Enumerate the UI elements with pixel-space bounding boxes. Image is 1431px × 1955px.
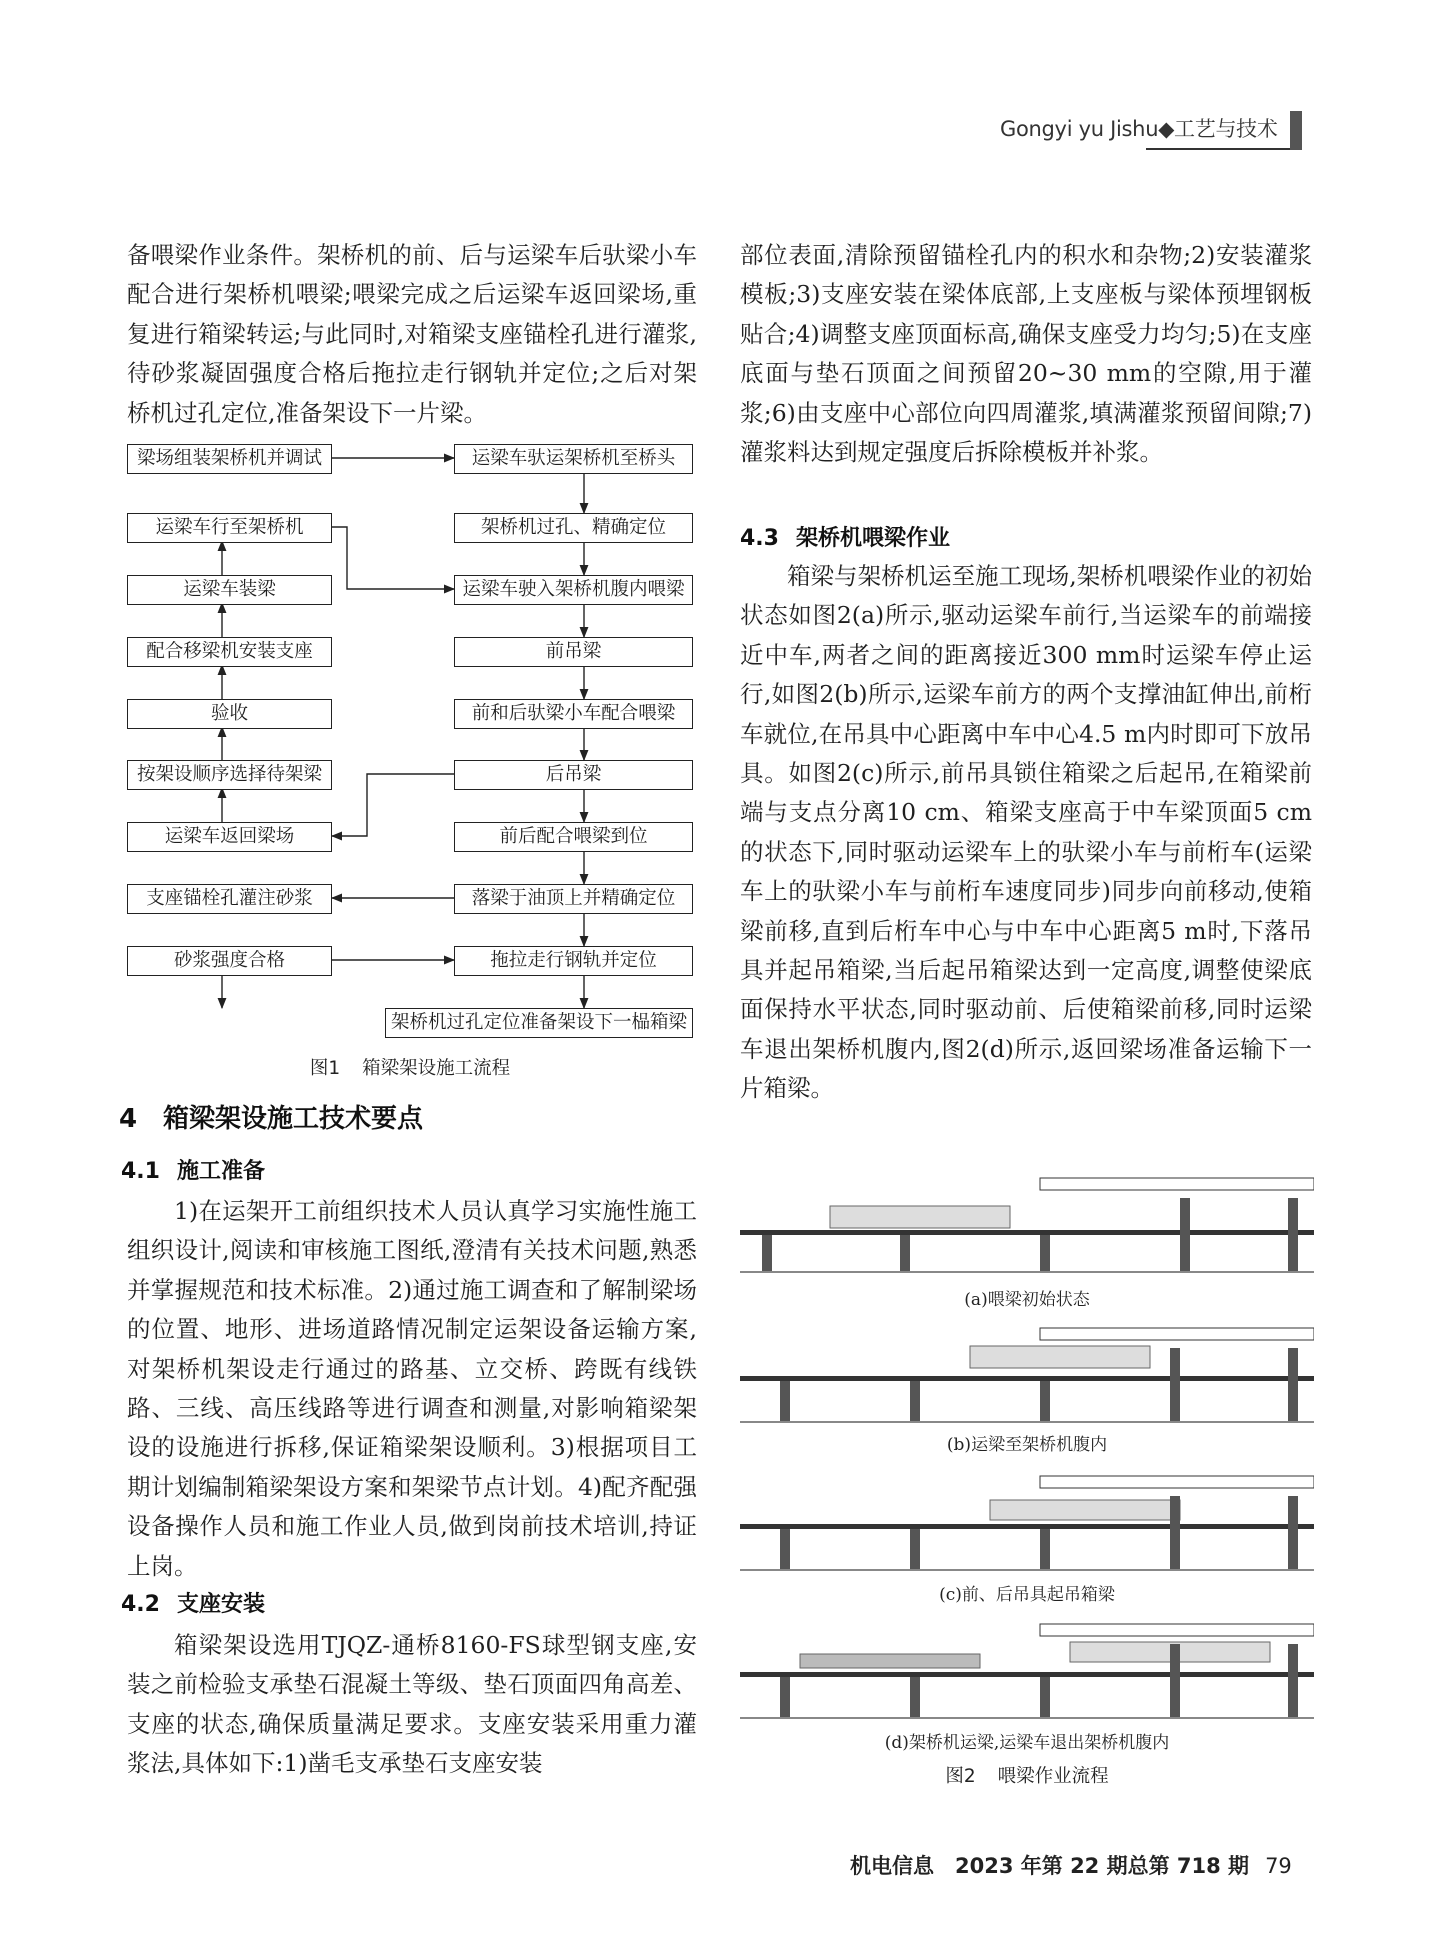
flow-box-r3: 运梁车驶入架桥机腹内喂梁 <box>454 575 693 605</box>
section43-title: 架桥机喂梁作业 <box>796 526 951 551</box>
page-footer <box>850 1850 1290 1880</box>
figure1-caption <box>127 1054 693 1080</box>
section42-number: 4.2 <box>121 1592 160 1617</box>
flow-box-l6: 运梁车返回梁场 <box>127 822 332 852</box>
figure1-caption-title: 箱梁架设施工流程 <box>362 1058 511 1079</box>
flow-box-r5: 前和后驮梁小车配合喂梁 <box>454 699 693 729</box>
flow-box-l4: 验收 <box>127 699 332 729</box>
section42-title: 支座安装 <box>177 1592 266 1617</box>
page-number: 79 <box>1265 1854 1292 1878</box>
intro-paragraph: 备喂梁作业条件。架桥机的前、后与运梁车后驮梁小车配合进行架桥机喂梁;喂梁完成之后运梁车返回梁场,重复进行箱梁转运;与此同时,对箱梁支座锚栓孔进行灌浆,待砂浆凝固强度合格后拖拉走行钢轨并定位;之后对架桥机过孔定位,准备架设下一片梁。 <box>127 241 697 427</box>
running-header: Gongyi yu Jishu◆工艺与技术 <box>1000 117 1278 141</box>
flow-box-l8: 砂浆强度合格 <box>127 946 332 976</box>
figure2-caption <box>740 1762 1314 1788</box>
figure2-caption-number: 图2 <box>945 1766 976 1787</box>
flow-box-r7: 前后配合喂梁到位 <box>454 822 693 852</box>
figure2-panel-b <box>740 1318 1314 1428</box>
flow-box-r10: 架桥机过孔定位准备架设下一榀箱梁 <box>385 1008 693 1038</box>
figure2-label-b: (b)运梁至架桥机腹内 <box>946 1435 1108 1455</box>
journal-info: 机电信息 2023 年第 22 期总第 718 期 <box>850 1854 1250 1878</box>
section42-paragraph-left: 箱梁架设选用TJQZ-通桥8160-FS球型钢支座,安装之前检验支承垫石混凝土等级、垫石顶面四角高差、支座的状态,确保质量满足要求。支座安装采用重力灌浆法,具体如下:1)凿毛支承垫石支座安装 <box>127 1631 697 1778</box>
figure1-flowchart <box>127 444 693 1044</box>
section41-number: 4.1 <box>121 1159 160 1184</box>
flow-box-l5: 按架设顺序选择待架梁 <box>127 760 332 790</box>
flow-box-r1: 运梁车驮运架桥机至桥头 <box>454 444 693 474</box>
section4-heading <box>119 1098 423 1135</box>
flow-box-l7: 支座锚栓孔灌注砂浆 <box>127 884 332 914</box>
flow-box-r9: 拖拉走行钢轨并定位 <box>454 946 693 976</box>
section4-title: 箱梁架设施工技术要点 <box>163 1104 424 1134</box>
figure2-caption-title: 喂梁作业流程 <box>997 1766 1109 1787</box>
section43-heading <box>740 521 950 552</box>
section43-paragraph: 箱梁与架桥机运至施工现场,架桥机喂梁作业的初始状态如图2(a)所示,驱动运梁车前行,当运梁车的前端接近中车,两者之间的距离接近300 mm时运梁车停止运行,如图2(b)所示,运梁车前方的两个支撑油缸伸出,前桁车就位,在吊具中心距离中车中心4.5 m内时即可下放吊具。如图2(c)所示,前吊具锁住箱梁之后起吊,在箱梁前端与支点分离10 cm、箱梁支座高于中车梁顶面5 cm的状态下,同时驱动运梁车上的驮梁小车与前桁车(运梁车上的驮梁小车与前桁车速度同步)同步向前移动,使箱梁前移,直到后桁车中心与中车中心距离5 m时,下落吊具并起吊箱梁,当后起吊箱梁达到一定高度,调整使梁底面保持水平状态,同时驱动前、后使箱梁前移,同时运梁车退出架桥机腹内,图2(d)所示,返回梁场准备运输下一片箱梁。 <box>740 562 1312 1103</box>
flow-box-r8: 落梁于油顶上并精确定位 <box>454 884 693 914</box>
section43-number: 4.3 <box>740 526 779 551</box>
section41-paragraph: 1)在运架开工前组织技术人员认真学习实施性施工组织设计,阅读和审核施工图纸,澄清有关技术问题,熟悉并掌握规范和技术标准。2)通过施工调查和了解制梁场的位置、地形、进场道路情况制定运架设备运输方案,对架桥机架设走行通过的路基、立交桥、跨既有线铁路、三线、高压线路等进行调查和测量,对影响箱梁架设的设施进行拆移,保证箱梁架设顺利。3)根据项目工期计划编制箱梁架设方案和架梁节点计划。4)配齐配强设备操作人员和施工作业人员,做到岗前技术培训,持证上岗。 <box>127 1197 697 1580</box>
section41-title: 施工准备 <box>177 1159 266 1184</box>
flow-box-r2: 架桥机过孔、精确定位 <box>454 513 693 543</box>
flow-box-l3: 配合移梁机安装支座 <box>127 637 332 667</box>
section4-number: 4 <box>119 1104 138 1134</box>
section41-heading <box>121 1154 265 1185</box>
section42-paragraph-right: 部位表面,清除预留锚栓孔内的积水和杂物;2)安装灌浆模板;3)支座安装在梁体底部,上支座板与梁体预埋钢板贴合;4)调整支座顶面标高,确保支座受力均匀;5)在支座底面与垫石顶面之间预留20~30 mm的空隙,用于灌浆;6)由支座中心部位向四周灌浆,填满灌浆预留间隙;7)灌浆料达到规定强度后拆除模板并补浆。 <box>740 241 1312 467</box>
figure2-panel-a <box>740 1168 1314 1278</box>
figure2-label-d: (d)架桥机运梁,运梁车退出架桥机腹内 <box>884 1733 1170 1753</box>
figure2-label-c: (c)前、后吊具起吊箱梁 <box>939 1585 1115 1605</box>
flow-box-r6: 后吊梁 <box>454 760 693 790</box>
header-underline <box>1146 148 1290 150</box>
figure1-caption-number: 图1 <box>309 1058 341 1079</box>
figure2-panel-c <box>740 1466 1314 1576</box>
flow-box-l2: 运梁车装梁 <box>127 575 332 605</box>
flow-box-l0: 梁场组装架桥机并调试 <box>127 444 332 474</box>
flow-box-r4: 前吊梁 <box>454 637 693 667</box>
figure2-panel-d <box>740 1614 1314 1724</box>
flow-box-l1: 运梁车行至架桥机 <box>127 513 332 543</box>
header-side-bar <box>1290 111 1302 150</box>
figure2-label-a: (a)喂梁初始状态 <box>964 1290 1090 1310</box>
section42-heading <box>121 1587 265 1618</box>
